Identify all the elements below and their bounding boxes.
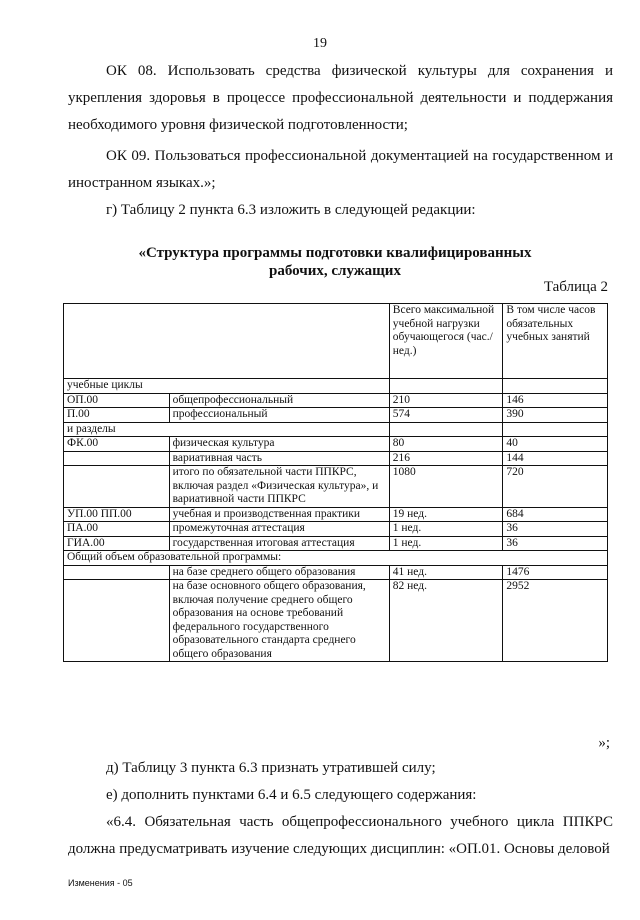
table-caption: Таблица 2 xyxy=(543,279,608,295)
row-total: 41 нед. xyxy=(389,565,503,580)
row-name: на базе основного общего образования, включая получение среднего общего образования на основе требований федерального государственного образовательного стандарта среднего общего образования xyxy=(169,580,389,662)
row-mandatory: 720 xyxy=(503,466,608,508)
row-name: профессиональный xyxy=(169,408,389,423)
header-mandatory: В том числе часов обязательных учебных занятий xyxy=(503,304,608,379)
structure-table xyxy=(63,303,608,662)
row-code xyxy=(64,565,170,580)
row-name: итого по обязательной части ППКРС, включая раздел «Физическая культура», и вариативной части ППКРС xyxy=(169,466,389,508)
row-code: ГИА.00 xyxy=(64,536,170,551)
table-row xyxy=(64,565,608,580)
row-name: вариативная часть xyxy=(169,451,389,466)
row-name: государственная итоговая аттестация xyxy=(169,536,389,551)
page-number: 19 xyxy=(313,36,327,51)
row-code xyxy=(64,580,170,662)
paragraph-ok08: ОК 08. Использовать средства физической культуры для сохранения и укрепления здоровья в процессе профессиональной деятельности и поддержания необходимого уровня физической подготовленности; xyxy=(68,63,613,133)
row-code: П.00 xyxy=(64,408,170,423)
row-mandatory: 36 xyxy=(503,522,608,537)
row-total: 216 xyxy=(389,451,503,466)
row-mandatory: 144 xyxy=(503,451,608,466)
row-name: физическая культура xyxy=(169,437,389,452)
row-mandatory: 146 xyxy=(503,393,608,408)
table-heading-line2: рабочих, служащих xyxy=(269,263,401,279)
table-heading-line1: «Структура программы подготовки квалифицированных xyxy=(138,245,532,261)
section-label: и разделы xyxy=(64,422,390,437)
row-code xyxy=(64,451,170,466)
row-name: общепрофессиональный xyxy=(169,393,389,408)
paragraph-d: д) Таблицу 3 пункта 6.3 признать утратившей силу; xyxy=(106,760,436,776)
table-row xyxy=(64,536,608,551)
table-header-row xyxy=(64,304,608,379)
section-row xyxy=(64,551,608,566)
row-name: промежуточная аттестация xyxy=(169,522,389,537)
footer-note: Изменения - 05 xyxy=(68,878,133,888)
close-quote: »; xyxy=(598,735,610,751)
table-row xyxy=(64,466,608,508)
section-label: учебные циклы xyxy=(64,379,390,394)
row-total: 210 xyxy=(389,393,503,408)
row-total: 1 нед. xyxy=(389,536,503,551)
section-row xyxy=(64,422,608,437)
row-mandatory: 684 xyxy=(503,507,608,522)
section-row xyxy=(64,379,608,394)
table-row xyxy=(64,580,608,662)
section-label: Общий объем образовательной программы: xyxy=(64,551,608,566)
row-total: 574 xyxy=(389,408,503,423)
table-row xyxy=(64,393,608,408)
row-total: 1 нед. xyxy=(389,522,503,537)
table-row xyxy=(64,408,608,423)
row-mandatory: 40 xyxy=(503,437,608,452)
row-mandatory: 2952 xyxy=(503,580,608,662)
table-row xyxy=(64,507,608,522)
row-code: ФК.00 xyxy=(64,437,170,452)
row-total: 1080 xyxy=(389,466,503,508)
row-total: 80 xyxy=(389,437,503,452)
header-total-load: Всего максимальной учебной нагрузки обучающегося (час./нед.) xyxy=(389,304,503,379)
table-row xyxy=(64,451,608,466)
paragraph-6-4: «6.4. Обязательная часть общепрофессионального учебного цикла ППКРС должна предусматривать изучение следующих дисциплин: «ОП.01. Основы деловой xyxy=(68,814,613,857)
table-row xyxy=(64,522,608,537)
row-name: учебная и производственная практики xyxy=(169,507,389,522)
table-row xyxy=(64,437,608,452)
row-name: на базе среднего общего образования xyxy=(169,565,389,580)
row-total: 82 нед. xyxy=(389,580,503,662)
row-code: ПА.00 xyxy=(64,522,170,537)
row-code: ОП.00 xyxy=(64,393,170,408)
paragraph-table2-instruction: г) Таблицу 2 пункта 6.3 изложить в следующей редакции: xyxy=(106,202,476,218)
row-mandatory: 390 xyxy=(503,408,608,423)
row-code: УП.00 ПП.00 xyxy=(64,507,170,522)
paragraph-ok09: ОК 09. Пользоваться профессиональной документацией на государственном и иностранном языках.»; xyxy=(68,148,613,191)
row-mandatory: 1476 xyxy=(503,565,608,580)
header-blank xyxy=(64,304,390,379)
paragraph-e: е) дополнить пунктами 6.4 и 6.5 следующего содержания: xyxy=(106,787,477,803)
row-code xyxy=(64,466,170,508)
row-total: 19 нед. xyxy=(389,507,503,522)
row-mandatory: 36 xyxy=(503,536,608,551)
